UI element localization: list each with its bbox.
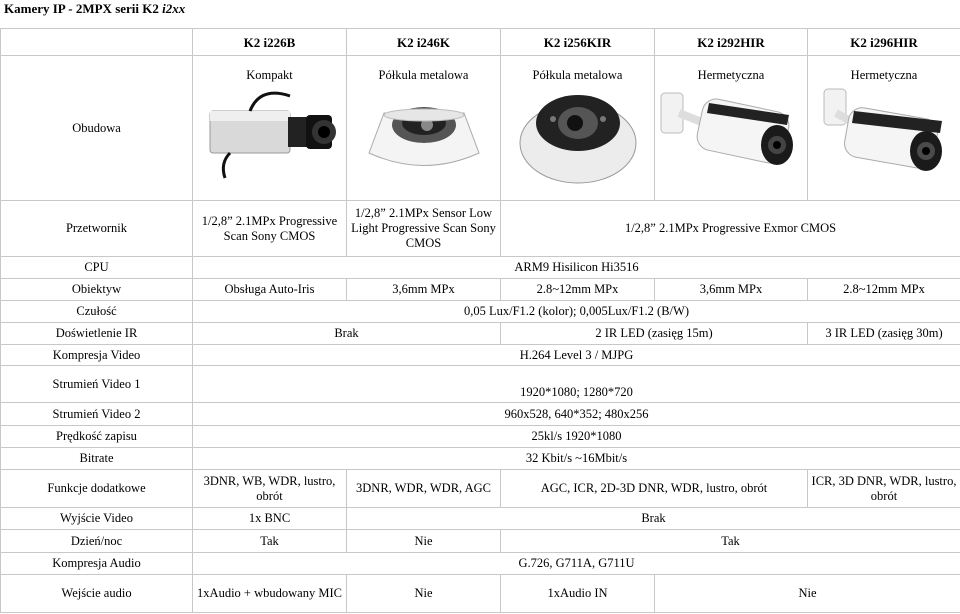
table-row-dziennoc bbox=[1, 530, 960, 553]
housing-cell bbox=[655, 56, 808, 201]
table-row-kompresja-audio bbox=[1, 553, 960, 575]
compression-cell: H.264 Level 3 / MJPG bbox=[193, 345, 960, 366]
housing-type: Hermetyczna bbox=[850, 68, 918, 82]
model-header: K2 i292HIR bbox=[655, 29, 808, 56]
housing-type: Kompakt bbox=[246, 68, 293, 82]
row-label: Wejście audio bbox=[1, 575, 193, 613]
sensitivity-cell: 0,05 Lux/F1.2 (kolor); 0,005Lux/F1.2 (B/W) bbox=[193, 301, 960, 323]
daynight-cell: Tak bbox=[501, 530, 960, 553]
bitrate-cell: 32 Kbit/s ~16Mbit/s bbox=[193, 448, 960, 470]
housing-type: Hermetyczna bbox=[697, 68, 765, 82]
lens-cell: Obsługa Auto-Iris bbox=[193, 279, 347, 301]
table-row-strumien2 bbox=[1, 403, 960, 426]
row-label: Strumień Video 2 bbox=[1, 403, 193, 426]
features-cell: ICR, 3D DNR, WDR, lustro, obrót bbox=[808, 470, 960, 508]
row-label: Przetwornik bbox=[1, 201, 193, 257]
table-row-ir bbox=[1, 323, 960, 345]
model-header: K2 i246K bbox=[347, 29, 501, 56]
sensor-cell: 1/2,8” 2.1MPx Progressive Exmor CMOS bbox=[501, 201, 960, 257]
lens-cell: 2.8~12mm MPx bbox=[501, 279, 655, 301]
table-row-kompresja bbox=[1, 345, 960, 366]
row-label: Strumień Video 1 bbox=[1, 366, 193, 403]
table-row-obiektyw bbox=[1, 279, 960, 301]
mini-dome-camera-image bbox=[359, 83, 489, 188]
housing-cell bbox=[808, 56, 960, 201]
ir-cell: Brak bbox=[193, 323, 501, 345]
row-label: Bitrate bbox=[1, 448, 193, 470]
lens-cell: 3,6mm MPx bbox=[655, 279, 808, 301]
video-out-cell: 1x BNC bbox=[193, 508, 347, 530]
table-row-funkcje bbox=[1, 470, 960, 508]
table-row-predkosc bbox=[1, 426, 960, 448]
table-row-cpu bbox=[1, 257, 960, 279]
row-label: CPU bbox=[1, 257, 193, 279]
row-label: Doświetlenie IR bbox=[1, 323, 193, 345]
daynight-cell: Nie bbox=[347, 530, 501, 553]
audio-compression-cell: G.726, G711A, G711U bbox=[193, 553, 960, 575]
ir-dome-camera-image bbox=[513, 83, 643, 188]
sensor-cell: 1/2,8” 2.1MPx Progressive Scan Sony CMOS bbox=[193, 201, 347, 257]
bullet-camera-image-2 bbox=[814, 83, 954, 188]
features-cell: 3DNR, WDR, WDR, AGC bbox=[347, 470, 501, 508]
housing-cell bbox=[347, 56, 501, 201]
audio-in-cell: 1xAudio IN bbox=[501, 575, 655, 613]
table-row-obudowa bbox=[1, 56, 960, 201]
stream1-cell: 1920*1080; 1280*720 bbox=[193, 366, 960, 403]
sensor-cell: 1/2,8” 2.1MPx Sensor Low Light Progressive Scan Sony CMOS bbox=[347, 201, 501, 257]
row-label: Prędkość zapisu bbox=[1, 426, 193, 448]
model-header: K2 i296HIR bbox=[808, 29, 960, 56]
daynight-cell: Tak bbox=[193, 530, 347, 553]
table-row-models bbox=[1, 29, 960, 56]
housing-type: Półkula metalowa bbox=[378, 68, 469, 82]
row-label: Obudowa bbox=[1, 56, 193, 201]
row-label: Obiektyw bbox=[1, 279, 193, 301]
row-label: Dzień/noc bbox=[1, 530, 193, 553]
table-row-strumien1 bbox=[1, 366, 960, 403]
audio-in-cell: 1xAudio + wbudowany MIC bbox=[193, 575, 347, 613]
row-label: Kompresja Audio bbox=[1, 553, 193, 575]
table-row-bitrate bbox=[1, 448, 960, 470]
spec-table bbox=[0, 28, 960, 613]
page-title-series: i2xx bbox=[162, 1, 186, 16]
table-row-wejscie-audio bbox=[1, 575, 960, 613]
table-row-wyjscie bbox=[1, 508, 960, 530]
framerate-cell: 25kl/s 1920*1080 bbox=[193, 426, 960, 448]
row-label: Funkcje dodatkowe bbox=[1, 470, 193, 508]
features-cell: AGC, ICR, 2D-3D DNR, WDR, lustro, obrót bbox=[501, 470, 808, 508]
box-camera-image bbox=[200, 83, 340, 188]
bullet-camera-image bbox=[659, 83, 804, 188]
video-out-cell: Brak bbox=[347, 508, 960, 530]
stream2-cell: 960x528, 640*352; 480x256 bbox=[193, 403, 960, 426]
table-row-przetwornik bbox=[1, 201, 960, 257]
housing-cell bbox=[501, 56, 655, 201]
audio-in-cell: Nie bbox=[655, 575, 960, 613]
row-label: Wyjście Video bbox=[1, 508, 193, 530]
row-label: Kompresja Video bbox=[1, 345, 193, 366]
lens-cell: 2.8~12mm MPx bbox=[808, 279, 960, 301]
lens-cell: 3,6mm MPx bbox=[347, 279, 501, 301]
header-empty-cell bbox=[1, 29, 193, 56]
row-label: Czułość bbox=[1, 301, 193, 323]
housing-type: Półkula metalowa bbox=[532, 68, 623, 82]
audio-in-cell: Nie bbox=[347, 575, 501, 613]
page-title bbox=[4, 1, 185, 17]
cpu-cell: ARM9 Hisilicon Hi3516 bbox=[193, 257, 960, 279]
table-row-czulosc bbox=[1, 301, 960, 323]
model-header: K2 i256KIR bbox=[501, 29, 655, 56]
ir-cell: 2 IR LED (zasięg 15m) bbox=[501, 323, 808, 345]
ir-cell: 3 IR LED (zasięg 30m) bbox=[808, 323, 960, 345]
page-title-text: Kamery IP - 2MPX serii K2 bbox=[4, 1, 163, 16]
housing-cell bbox=[193, 56, 347, 201]
model-header: K2 i226B bbox=[193, 29, 347, 56]
features-cell: 3DNR, WB, WDR, lustro, obrót bbox=[193, 470, 347, 508]
